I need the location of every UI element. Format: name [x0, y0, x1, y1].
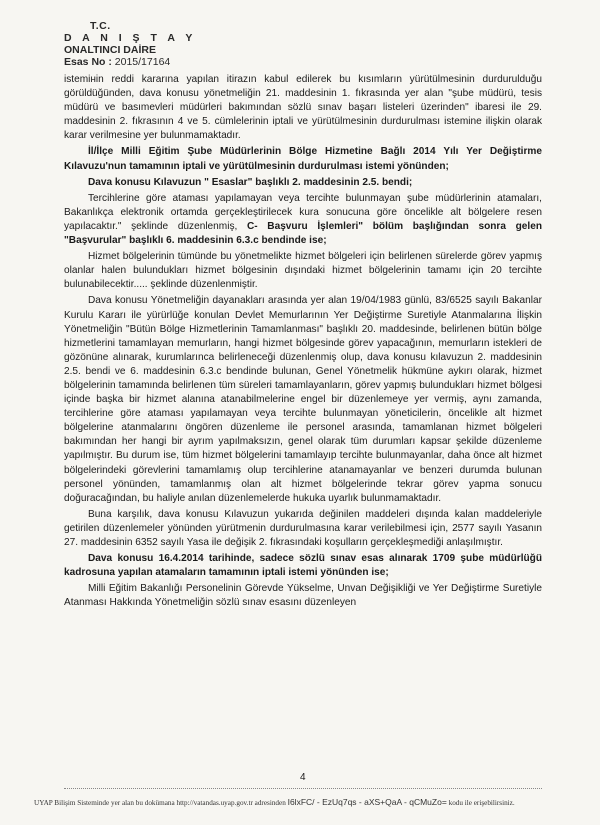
footer-divider: [64, 788, 542, 789]
section-heading: İl/İlçe Milli Eğitim Şube Müdürlerinin Bölge Hizmetine Bağlı 2014 Yılı Yer Değiştirme Kılavuzu'nun tamamının iptali ve yürütülmesinin durdurulması istemi yönünden;: [64, 146, 542, 172]
paragraph: Milli Eğitim Bakanlığı Personelinin Görevde Yükselme, Unvan Değişikliği ve Yer Değiştirme Suretiyle Atanması Hakkında Yönetmeliğin sözlü sınav esasını düzenleyen: [64, 583, 542, 609]
case-number-value: 2015/17164: [114, 56, 171, 68]
document-body: [64, 73, 542, 610]
chamber-name: ONALTINCI DAİRE: [64, 44, 156, 56]
section-heading: Dava konusu 16.4.2014 tarihinde, sadece sözlü sınav esas alınarak 1709 şube müdürlüğü kadrosuna yapılan atamaların tamamının iptali istemi yönünden ise;: [64, 553, 542, 579]
paragraph: Dava konusu Yönetmeliğin dayanakları arasında yer alan 19/04/1983 günlü, 83/6525 sayılı Bakanlar Kurulu Kararı ile yürürlüğe konulan Devlet Memurlarının Yer Değiştirme Suretiyle Atanmalarına İlişkin Yönetmeliğin "Bütün Bölge Hizmetlerinin Tamamlanması" başlıklı 20. maddesinde, belirlenen bütün bölge hizmetlerini tamamlayan memurların, hangi hizmet bölgesinde görev yapacağının, memurların istekleri de gözönüne alınarak, kurumlarınca belirleneceği düzenlenmiş olup, dava konusu kılavuzun 2. maddesinin 2.5. bendi ve 6. maddesinin 6.3.c bendinde bulunan, Genel Yönetmelik hükmüne aykırı olarak, hizmet bölgelerinin tamamında belirlenen tüm süreleri tamamlayanların, görev yapmış bulundukları hizmet bölgesi içinde başka bir hizmet alanına atanabilmelerine engel bir düzenlemeye yer vermiş, aynı zamanda, tercihlerine göre ataması yapılamayan veya tercihte bulunmayan yöneticilerin, öncelikle alt hizmet bölgelerine atanmalarını öngören düzenleme ile personel arasında, tamamlanan hizmet bölgeleri bakımından her hangi bir ayrım yapılmaksızın, genel olarak tüm durumları kapsar şekilde düzenleme yapılmıştır. Bu durum ise, tüm hizmet bölgelerini tamamlayıp tercihte bulunmayanlar, daha önce alt hizmet bölgelerindeki görevlerini tamamlamış olup tercihlerine atanamayanlar ve benzeri durumda bulunan personel yönünden, tamamlanmış olan alt hizmet bölgelerinde tekrar görev yapma sonucu doğuracağından, bu haliyle anılan düzenlemelerde hukuka uyarlık bulunmamaktadır.: [64, 295, 542, 504]
paragraph: [64, 192, 542, 248]
footer-suffix: kodu ile erişebilirsiniz.: [448, 799, 515, 807]
paragraph: Hizmet bölgelerinin tümünde bu yönetmelikte hizmet bölgeleri için belirlenen sürelerde görev yapmış olanlar halen bulundukları hizmet bölgesinin dışındaki hizmet bölgelerinin tamamı için 20 tercihte bulunabilecektir..... şeklinde düzenlenmiştir.: [64, 251, 542, 291]
footer: [34, 797, 574, 807]
case-number: [64, 56, 196, 68]
tc-label: T.C.: [90, 20, 111, 32]
access-code: I6lxFC/ - EzUq7qs - aXS+QaA - qCMuZo=: [287, 797, 447, 807]
paragraph: Buna karşılık, dava konusu Kılavuzun yukarıda değinilen maddeleri dışında kalan maddeleriyle getirilen düzenlemeler yönünden yürütmenin durdurulmasına karar verilebilmesi için, 2577 sayılı Yasanın 27. maddesinin 6352 sayılı Yasa ile değişik 2. fıkrasındaki koşulların gerçekleşmediği anlaşılmıştır.: [64, 508, 542, 548]
subsection-heading: Dava konusu Kılavuzun " Esaslar" başlıklı 2. maddesinin 2.5. bendi;: [88, 176, 413, 188]
court-name: D A N I Ş T A Y: [64, 32, 197, 44]
page-number: 4: [300, 772, 306, 783]
case-number-label: Esas No :: [64, 56, 115, 68]
footer-prefix: UYAP Bilişim Sisteminde yer alan bu dokümana http://vatandas.uyap.gov.tr adresinden: [34, 799, 286, 807]
quoted-text: Tercihlerine göre ataması yapılamayan veya tercihte bulunmayan şube müdürlerinin atamaları, Bakanlıkça elektronik ortamda gerçekleştirilecek kura sonucuna göre öncelikle alt bölgelere resen yapılacaktır." şeklinde düzenlenmiş,: [64, 192, 542, 232]
document-header: [64, 20, 196, 68]
paragraph: istemінin reddi kararına yapılan itirazın kabul edilerek bu kısımların yürütülmesinin durdurulduğu görüldüğünden, dava konusu yönetmeliğin 21. maddesinin 1. fıkrasında yer alan "şube müdürü, tesis müdürü ve basımevleri müdürleri bakımından sözlü sınav başarı listeleri üzerinden" ibaresi ile 29. maddesinin 2. fıkrasının 4 ve 5. cümlelerinin iptali ve yürütülmesinin durdurulması istemine ilişkin olarak karar verilmesine yer bulunmamaktadır.: [64, 74, 542, 142]
bold-reference: C- Başvuru İşlemleri" bölüm başlığından sonra gelen "Başvurular" başlıklı 6. maddesinin 6.3.c bendinde ise;: [64, 220, 542, 247]
